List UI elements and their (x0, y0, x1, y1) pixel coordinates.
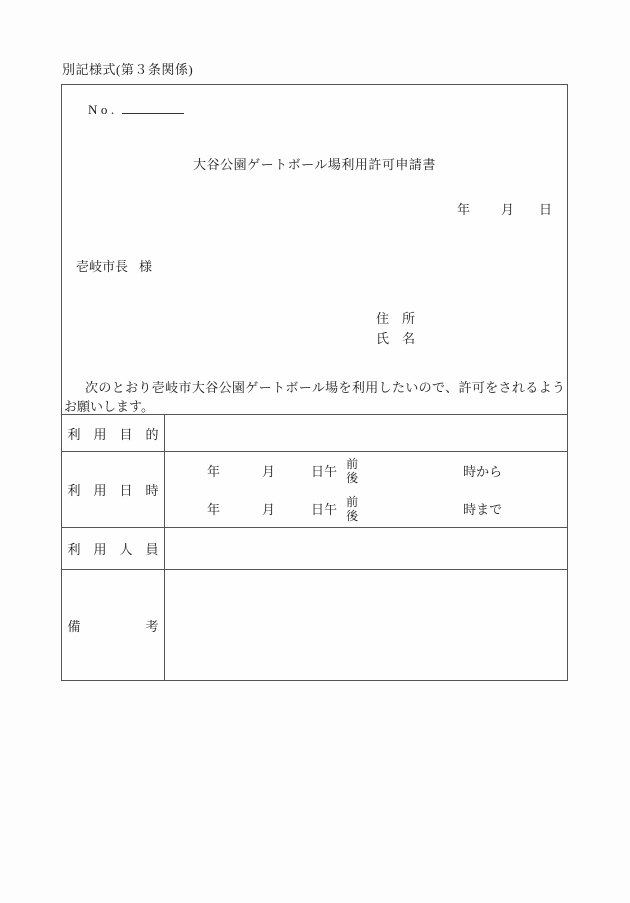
addressee-name: 壱岐市長 (76, 259, 129, 274)
start-pm-label: 後 (346, 470, 359, 485)
datetime-label: 利 用 日 時 (62, 452, 165, 527)
datetime-end-line (165, 492, 567, 526)
start-noon-label: 午 (324, 464, 338, 479)
end-day-label: 日 (311, 502, 325, 517)
form-number-label: No. (88, 102, 118, 117)
date-year-label: 年 (456, 202, 470, 217)
form-number-blank (122, 100, 184, 114)
start-am-label: 前 (346, 456, 359, 471)
applicant-address-label: 住 所 (376, 311, 416, 326)
end-year-label: 年 (207, 502, 221, 517)
end-pm-label: 後 (346, 508, 359, 523)
table-row-datetime (62, 451, 567, 527)
application-form-box (61, 84, 568, 681)
purpose-value-blank (165, 415, 567, 451)
remarks-label: 備 考 (62, 570, 165, 680)
people-value-blank (165, 528, 567, 569)
table-row-purpose (62, 414, 567, 451)
end-am-label: 前 (346, 494, 359, 509)
remarks-value-blank (165, 570, 567, 680)
request-paragraph: 次のとおり壱岐市大谷公園ゲートボール場を利用したいので、許可をされるようお願いします。 (64, 380, 565, 414)
application-table (62, 414, 567, 680)
start-hour-suffix: 時から (463, 464, 503, 479)
addressee-line (76, 256, 152, 275)
end-month-label: 月 (262, 502, 276, 517)
people-label: 利 用 人 員 (62, 528, 165, 569)
applicant-name-label: 氏 名 (376, 331, 416, 346)
form-title: 大谷公園ゲートボール場利用許可申請書 (193, 157, 436, 172)
date-day-label: 日 (538, 202, 552, 217)
purpose-label: 利 用 目 的 (62, 415, 165, 451)
datetime-value (165, 452, 567, 527)
start-year-label: 年 (207, 464, 221, 479)
form-style-note: 別記様式(第３条関係) (62, 62, 194, 77)
table-row-people (62, 527, 567, 569)
applicant-block (376, 309, 415, 349)
end-ampm-stack (346, 495, 358, 523)
start-month-label: 月 (262, 464, 276, 479)
start-ampm-stack (346, 457, 358, 485)
application-date-line (457, 199, 552, 218)
addressee-honorific: 様 (139, 259, 153, 274)
table-row-remarks (62, 569, 567, 680)
date-month-label: 月 (500, 202, 514, 217)
end-hour-suffix: 時まで (463, 502, 503, 517)
datetime-start-line (165, 454, 567, 488)
end-noon-label: 午 (324, 502, 338, 517)
form-number-line (88, 100, 184, 118)
start-day-label: 日 (311, 464, 325, 479)
